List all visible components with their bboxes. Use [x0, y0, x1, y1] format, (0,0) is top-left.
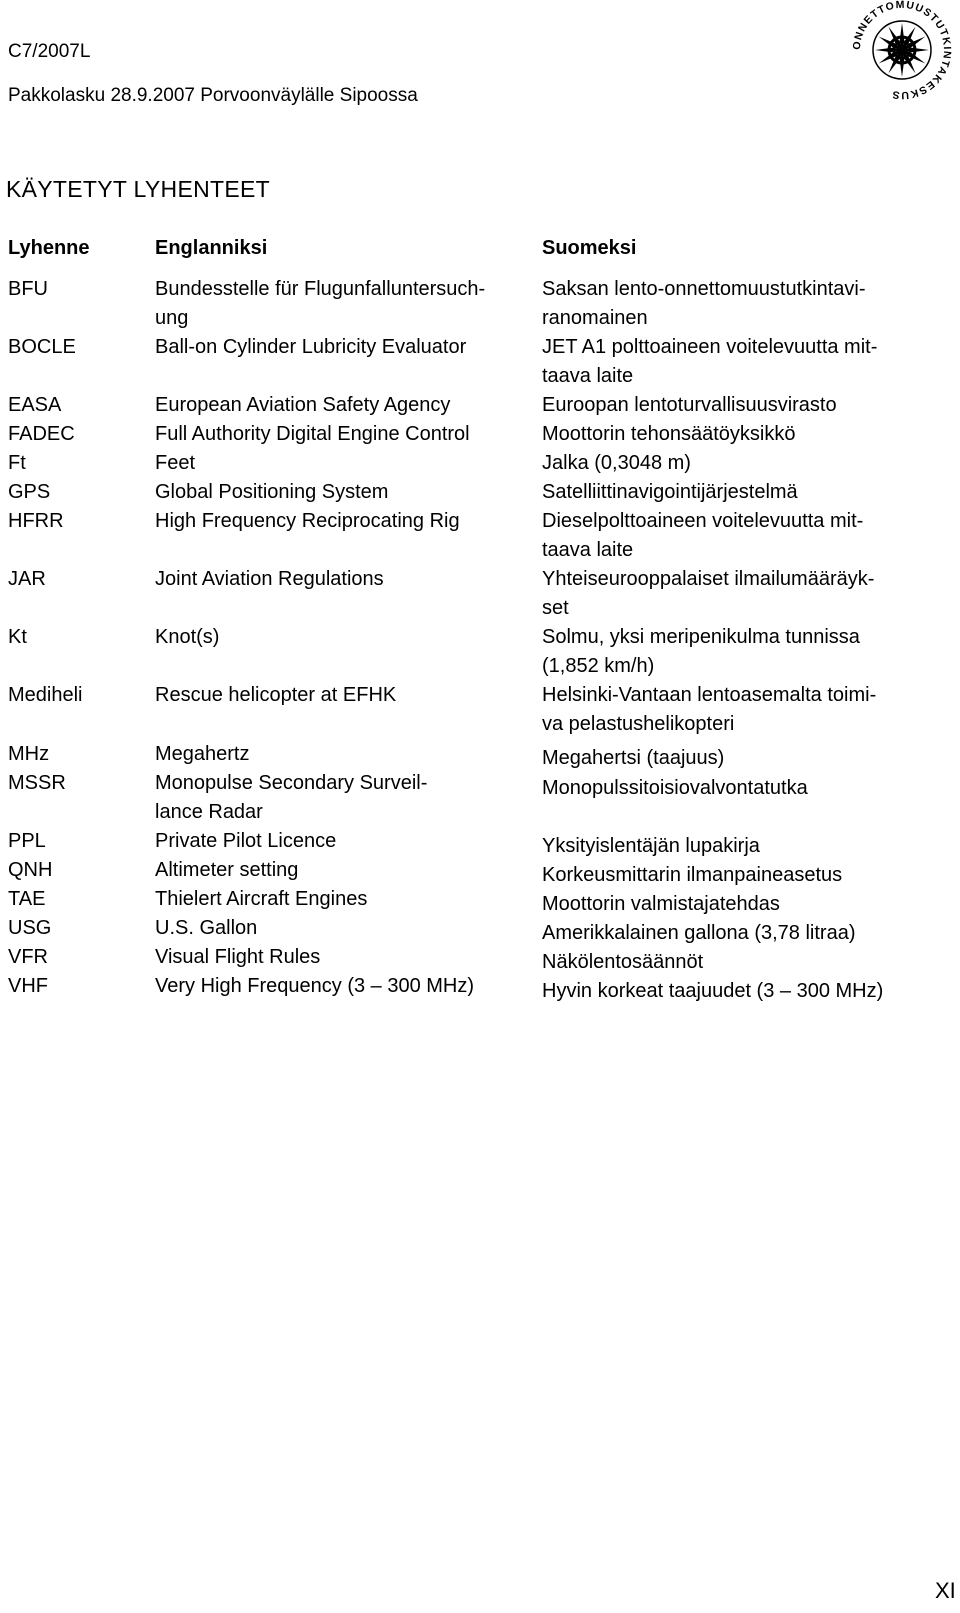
english-cell: Visual Flight Rules — [155, 946, 321, 968]
abbreviation-cell: JAR — [8, 568, 46, 590]
finnish-cell: JET A1 polttoaineen voitelevuutta mit- taava laite — [542, 336, 878, 387]
abbreviation-cell: TAE — [8, 888, 46, 910]
finnish-cell: Helsinki-Vantaan lentoasemalta toimi- va pelastushelikopteri — [542, 684, 877, 735]
english-cell: Altimeter setting — [155, 859, 299, 881]
abbreviation-cell: BOCLE — [8, 336, 76, 358]
abbreviation-cell: FADEC — [8, 423, 75, 445]
abbreviation-cell: USG — [8, 917, 52, 939]
english-cell: Knot(s) — [155, 626, 220, 648]
finnish-cell: Dieselpolttoaineen voitelevuutta mit- taava laite — [542, 510, 864, 561]
abbreviation-cell: MSSR — [8, 772, 66, 794]
english-cell: Ball-on Cylinder Lubricity Evaluator — [155, 336, 467, 358]
abbreviation-cell: BFU — [8, 278, 48, 300]
column-header-abbreviation: Lyhenne — [8, 237, 90, 259]
report-id: C7/2007L — [8, 41, 91, 62]
logo-ring-text: ONNETTOMUUSTUTKINTAKESKUS — [850, 0, 954, 100]
finnish-cell: Näkölentosäännöt — [542, 951, 704, 973]
finnish-cell: Korkeusmittarin ilmanpaineasetus — [542, 864, 843, 886]
finnish-cell: Yksityislentäjän lupakirja — [542, 835, 760, 857]
abbreviation-cell: EASA — [8, 394, 62, 416]
english-cell: Private Pilot Licence — [155, 830, 337, 852]
finnish-cell: Moottorin tehonsäätöyksikkö — [542, 423, 796, 445]
abbreviation-cell: MHz — [8, 743, 50, 765]
abbreviation-cell: Kt — [8, 626, 27, 648]
abbreviation-cell: VFR — [8, 946, 48, 968]
english-cell: Bundesstelle für Flugunfalluntersuch- ung — [155, 278, 486, 329]
english-cell: European Aviation Safety Agency — [155, 394, 451, 416]
abbreviation-cell: HFRR — [8, 510, 64, 532]
finnish-cell: Saksan lento-onnettomuustutkintavi- ranomainen — [542, 278, 866, 329]
finnish-cell: Hyvin korkeat taajuudet (3 – 300 MHz) — [542, 980, 884, 1002]
english-cell: Megahertz — [155, 743, 250, 765]
english-cell: Global Positioning System — [155, 481, 389, 503]
finnish-cell: Megahertsi (taajuus) — [542, 747, 725, 769]
finnish-cell: Moottorin valmistajatehdas — [542, 893, 780, 915]
english-cell: Feet — [155, 452, 196, 474]
abbreviation-cell: VHF — [8, 975, 48, 997]
page-title: KÄYTETYT LYHENTEET — [6, 176, 270, 202]
english-cell: Full Authority Digital Engine Control — [155, 423, 470, 445]
english-cell: U.S. Gallon — [155, 917, 258, 939]
abbreviation-cell: QNH — [8, 859, 53, 881]
incident-title: Pakkolasku 28.9.2007 Porvoonväylälle Sipoossa — [8, 85, 418, 106]
page-number: XI — [935, 1578, 956, 1603]
finnish-cell: Amerikkalainen gallona (3,78 litraa) — [542, 922, 856, 944]
column-header-english: Englanniksi — [155, 237, 268, 259]
finnish-cell: Euroopan lentoturvallisuusvirasto — [542, 394, 837, 416]
abbreviation-cell: Mediheli — [8, 684, 83, 706]
abbreviation-cell: Ft — [8, 452, 26, 474]
finnish-cell: Solmu, yksi meripenikulma tunnissa (1,852 km/h) — [542, 626, 860, 677]
finnish-cell: Monopulssitoisiovalvontatutka — [542, 777, 808, 799]
accident-investigation-board-logo — [848, 0, 956, 100]
english-cell: High Frequency Reciprocating Rig — [155, 510, 460, 532]
english-cell: Joint Aviation Regulations — [155, 568, 384, 590]
abbreviation-cell: PPL — [8, 830, 46, 852]
finnish-cell: Jalka (0,3048 m) — [542, 452, 691, 474]
english-cell: Thielert Aircraft Engines — [155, 888, 368, 910]
english-cell: Monopulse Secondary Surveil- lance Radar — [155, 772, 428, 823]
abbreviation-cell: GPS — [8, 481, 51, 503]
english-cell: Rescue helicopter at EFHK — [155, 684, 397, 706]
english-cell: Very High Frequency (3 – 300 MHz) — [155, 975, 475, 997]
column-header-finnish: Suomeksi — [542, 237, 637, 259]
finnish-cell: Yhteiseurooppalaiset ilmailumääräyk- set — [542, 568, 875, 619]
finnish-cell: Satelliittinavigointijärjestelmä — [542, 481, 798, 503]
